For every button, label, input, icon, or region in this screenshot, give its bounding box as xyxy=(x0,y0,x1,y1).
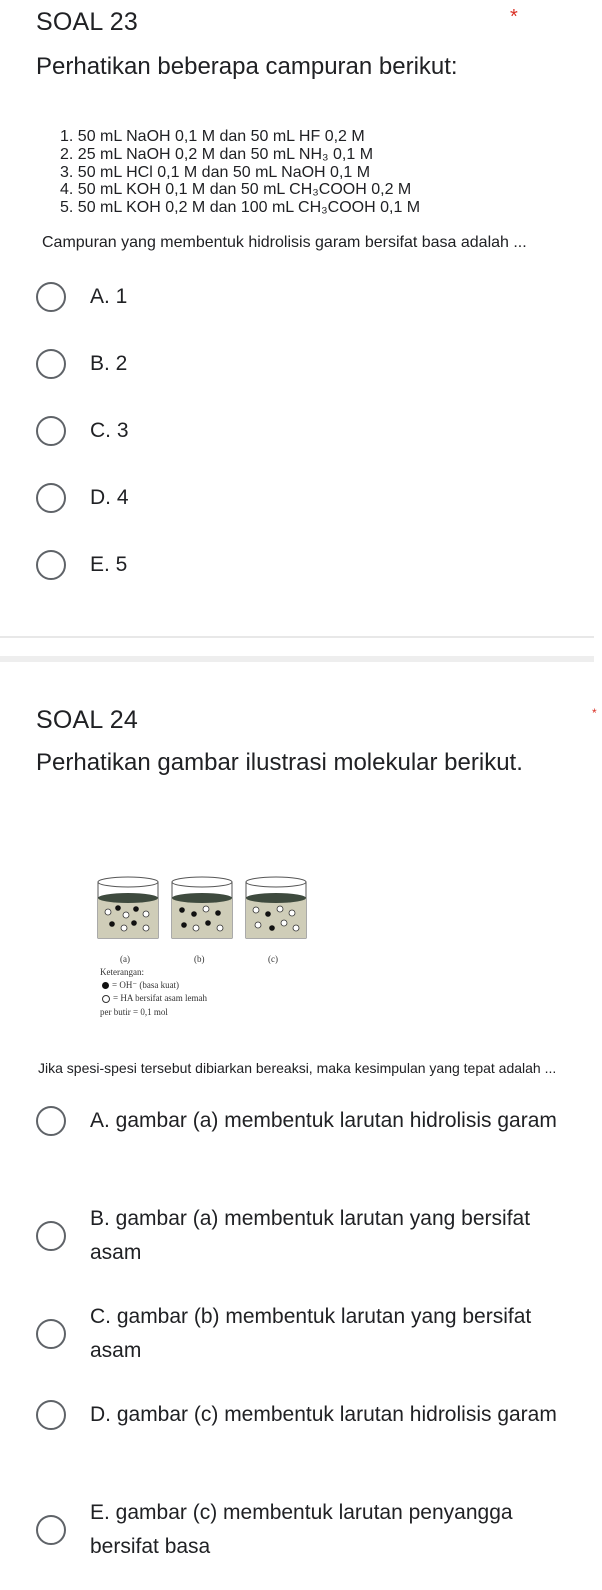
question-24-prompt: Jika spesi-spesi tersebut dibiarkan bereaksi, maka kesimpulan yang tepat adalah ... xyxy=(38,1060,557,1076)
option-23-b[interactable] xyxy=(36,347,570,381)
option-label: B. 2 xyxy=(90,352,128,375)
question-23-prompt: Campuran yang membentuk hidrolisis garam bersifat basa adalah ... xyxy=(42,234,527,251)
filled-dot-icon xyxy=(102,982,109,989)
radio-button[interactable] xyxy=(36,1106,66,1136)
radio-button[interactable] xyxy=(36,416,66,446)
question-23-title: SOAL 23 xyxy=(36,8,138,36)
option-24-d[interactable] xyxy=(36,1398,570,1432)
option-label: D. 4 xyxy=(90,486,129,509)
question-23-text: Perhatikan beberapa campuran berikut: xyxy=(36,53,458,80)
beaker-b xyxy=(172,877,232,938)
radio-button[interactable] xyxy=(36,349,66,379)
option-label: C. 3 xyxy=(90,419,129,442)
figure-label-a: (a) xyxy=(120,954,130,964)
option-label: B. gambar (a) membentuk larutan yang bersifat asam xyxy=(90,1207,531,1264)
radio-button[interactable] xyxy=(36,282,66,312)
option-label: E. 5 xyxy=(90,553,128,576)
open-dot-icon xyxy=(102,995,110,1003)
mixture-item: 1. 50 mL NaOH 0,1 M dan 50 mL HF 0,2 M xyxy=(60,128,365,145)
option-23-c[interactable] xyxy=(36,414,570,448)
legend-open-row: = HA bersifat asam lemah xyxy=(102,993,207,1003)
option-23-d[interactable] xyxy=(36,481,570,515)
legend-note: per butir = 0,1 mol xyxy=(100,1007,168,1017)
option-label: C. gambar (b) membentuk larutan yang bersifat asam xyxy=(90,1305,532,1362)
legend-filled-row: = OH⁻ (basa kuat) xyxy=(102,980,179,991)
option-24-a[interactable] xyxy=(36,1104,570,1138)
option-label: E. gambar (c) membentuk larutan penyangga bersifat basa xyxy=(90,1501,513,1558)
option-24-c[interactable] xyxy=(36,1300,570,1368)
mixture-item: 5. 50 mL KOH 0,2 M dan 100 mL CH₃COOH 0,1 M xyxy=(60,199,421,217)
mixture-item: 3. 50 mL HCl 0,1 M dan 50 mL NaOH 0,1 M xyxy=(60,163,371,181)
radio-button[interactable] xyxy=(36,1515,66,1545)
molecular-illustration xyxy=(96,868,316,1028)
radio-button[interactable] xyxy=(36,1319,66,1349)
option-23-a[interactable] xyxy=(36,280,570,314)
option-23-e[interactable] xyxy=(36,548,570,582)
figure-label-b: (b) xyxy=(194,954,205,964)
mixture-item: 4. 50 mL KOH 0,1 M dan 50 mL CH₃COOH 0,2 M xyxy=(60,181,412,199)
beakers-figure xyxy=(96,868,316,968)
section-divider xyxy=(0,636,594,638)
option-label: A. 1 xyxy=(90,285,128,308)
question-24-title: SOAL 24 xyxy=(36,706,138,734)
question-24-text: Perhatikan gambar ilustrasi molekular berikut. xyxy=(36,749,523,776)
mixture-list xyxy=(60,128,420,217)
option-label: A. gambar (a) membentuk larutan hidrolisis garam xyxy=(90,1109,557,1132)
option-24-e[interactable] xyxy=(36,1496,570,1564)
radio-button[interactable] xyxy=(36,550,66,580)
required-asterisk: * xyxy=(510,6,518,28)
mixture-item: 2. 25 mL NaOH 0,2 M dan 50 mL NH₃ 0,1 M xyxy=(60,145,374,163)
required-asterisk: * xyxy=(592,706,597,720)
figure-label-c: (c) xyxy=(268,954,278,964)
legend-title: Keterangan: xyxy=(100,967,144,977)
radio-button[interactable] xyxy=(36,483,66,513)
radio-button[interactable] xyxy=(36,1400,66,1430)
radio-button[interactable] xyxy=(36,1221,66,1251)
option-24-b[interactable] xyxy=(36,1202,570,1270)
option-label: D. gambar (c) membentuk larutan hidrolisis garam xyxy=(90,1403,557,1426)
section-divider xyxy=(0,656,594,662)
beaker-a xyxy=(98,877,158,938)
beaker-c xyxy=(246,877,306,938)
